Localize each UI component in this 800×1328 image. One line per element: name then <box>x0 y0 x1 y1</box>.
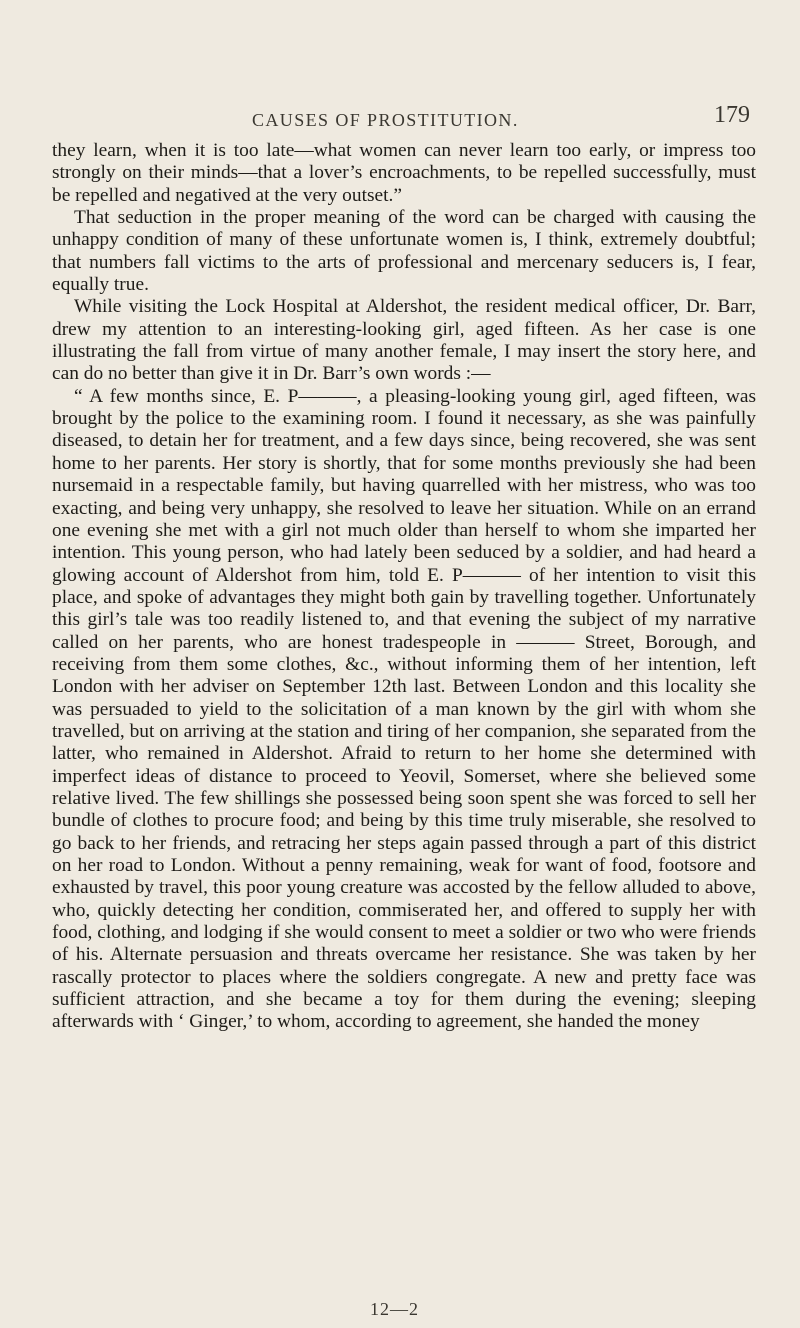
paragraph: While visiting the Lock Hospital at Aldershot, the resident medical officer, Dr. Barr, drew my attention to an interesting-looking girl, aged fifteen. As her case is one illustrating the fall from virtue of many another female, I may insert the story here, and can do no better than give it in Dr. Barr’s own words :— <box>52 296 756 385</box>
quoted-paragraph: “ A few months since, E. P———, a pleasing-looking young girl, aged fifteen, was brought by the police to the examining room. I found it necessary, as she was painfully diseased, to detain her for treatment, and a few days since, being recovered, she was sent home to her parents. Her story is shortly, that for some months previously she had been nursemaid in a respectable family, but having quarrelled with her mistress, who was too exacting, and being very unhappy, she resolved to leave her situation. While on an errand one evening she met with a girl not much older than herself to whom she imparted her intention. This young person, who had lately been seduced by a soldier, and had heard a glowing account of Aldershot from him, told E. P——— of her intention to visit this place, and spoke of advantages they might both gain by travelling together. Unfortunately this girl’s tale was too readily listened to, and that evening the subject of my narrative called on her parents, who are honest tradespeople in ——— Street, Borough, and receiving from them some clothes, &c., without informing them of her intention, left London with her adviser on September 12th last. Between London and this locality she was persuaded to yield to the solicitation of a man known by the girl with whom she travelled, but on arriving at the station and tiring of her companion, she separated from the latter, who remained in Aldershot. Afraid to return to her home she determined with imperfect ideas of distance to proceed to Yeovil, Somerset, where she believed some relative lived. The few shillings she possessed being soon spent she was forced to sell her bundle of clothes to procure food; and being by this time truly miserable, she resolved to go back to her friends, and retracing her steps again passed through a part of this district on her road to London. Without a penny remaining, weak for want of food, footsore and exhausted by travel, this poor young creature was accosted by the fellow alluded to above, who, quickly detecting her condition, commiserated her, and offered to supply her with food, clothing, and lodging if she would consent to meet a soldier or two who were friends of his. Alternate persuasion and threats overcame her resistance. She was taken by her rascally protector to places where the soldiers congregate. A new and pretty face was sufficient attraction, and she became a toy for them during the evening; sleeping afterwards with ‘ Ginger,’ to whom, according to agreement, she handed the money <box>52 385 756 1033</box>
page-number: 179 <box>714 102 750 128</box>
paragraph: That seduction in the proper meaning of the word can be charged with causing the unhappy condition of many of these unfortunate women is, I think, extremely doubtful; that numbers fall victims to the arts of professional and mercenary seducers is, I fear, equally true. <box>52 207 756 296</box>
running-head <box>0 96 800 136</box>
paragraph: they learn, when it is too late—what women can never learn too early, or impress too strongly on their minds—that a lover’s encroachments, to be repelled successfully, must be repelled and negatived at the very outset.” <box>52 140 756 206</box>
signature-mark: 12—2 <box>370 1299 419 1319</box>
body-text <box>52 140 756 1034</box>
chapter-title: CAUSES OF PROSTITUTION. <box>252 110 519 130</box>
